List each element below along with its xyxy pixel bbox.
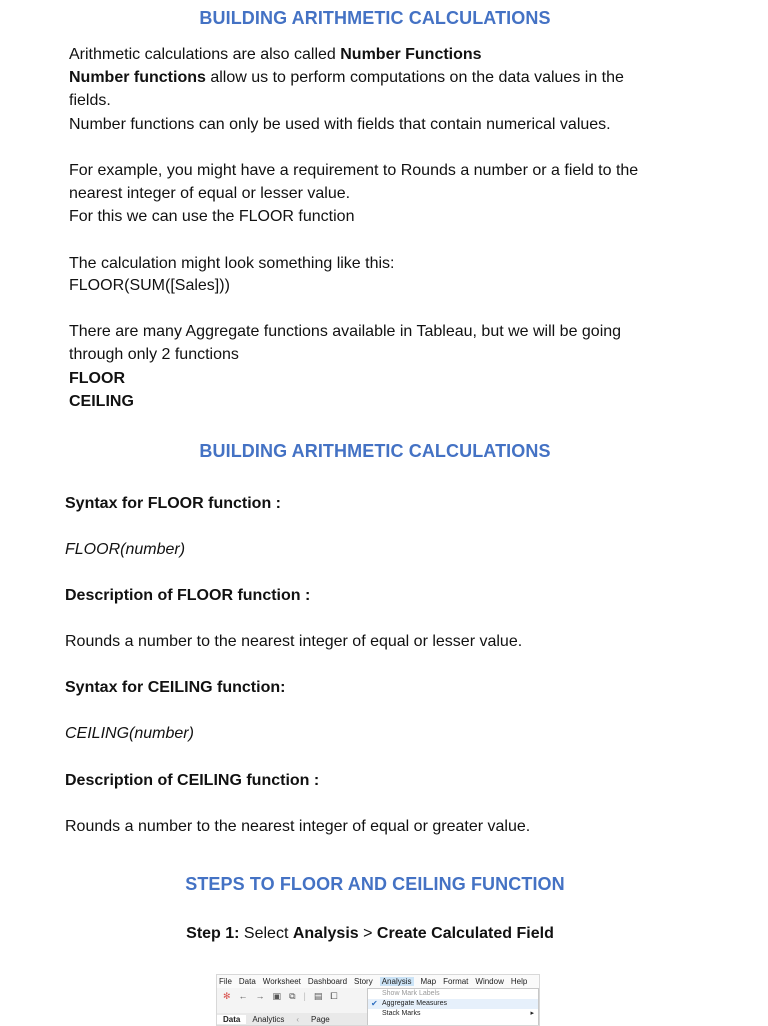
menu-item-show-mark-labels[interactable]: Show Mark Labels <box>382 990 440 997</box>
aggregate-line: There are many Aggregate functions available in Tableau, but we will be going <box>69 323 622 340</box>
new-datasource-icon[interactable]: ⧉ <box>289 990 296 1001</box>
intro-line: Arithmetic calculations are also called Number Functions <box>69 46 482 63</box>
menu-story[interactable]: Story <box>354 977 373 986</box>
new-sheet-icon[interactable]: ▤ <box>313 990 323 1001</box>
floor-description-label: Description of FLOOR function : <box>65 587 311 604</box>
floor-syntax: FLOOR(number) <box>65 541 186 558</box>
menu-data[interactable]: Data <box>238 977 256 986</box>
menu-item-aggregate-measures[interactable]: ✔ Aggregate Measures <box>368 999 538 1009</box>
tableau-logo-icon: ✻ <box>223 990 231 1001</box>
function-name-ceiling: CEILING <box>69 393 134 410</box>
example-line: nearest integer of equal or lesser value. <box>69 185 351 202</box>
ceiling-syntax-label: Syntax for CEILING function: <box>65 679 286 696</box>
intro-line: fields. <box>69 92 111 109</box>
menu-map[interactable]: Map <box>420 977 437 986</box>
tab-pages[interactable]: Page <box>311 1014 330 1024</box>
example-line: For this we can use the FLOOR function <box>69 208 355 225</box>
check-icon: ✔ <box>371 999 378 1008</box>
submenu-arrow-icon: ▸ <box>530 1010 534 1017</box>
function-name-floor: FLOOR <box>69 370 125 387</box>
side-panel-tabs <box>217 1013 377 1025</box>
intro-line: Number functions can only be used with fields that contain numerical values. <box>69 116 611 133</box>
section-heading: BUILDING ARITHMETIC CALCULATIONS <box>199 441 551 461</box>
menu-bar <box>217 975 539 988</box>
intro-line: Number functions allow us to perform computations on the data values in the <box>69 69 624 86</box>
tab-analytics[interactable]: Analytics <box>252 1014 285 1024</box>
menu-format[interactable]: Format <box>443 977 469 986</box>
tableau-screenshot <box>216 974 540 1026</box>
toolbar: ✻ ← → ▣ ⧉ | ▤ ⧠ <box>223 990 338 1001</box>
floor-syntax-label: Syntax for FLOOR function : <box>65 495 281 512</box>
step-1-instruction: Step 1: Select Analysis > Create Calculated Field <box>186 925 554 942</box>
duplicate-icon[interactable]: ⧠ <box>330 990 338 1001</box>
calc-formula: FLOOR(SUM([Sales])) <box>69 277 230 294</box>
section-heading: STEPS TO FLOOR AND CEILING FUNCTION <box>185 874 565 894</box>
back-arrow-icon[interactable]: ← <box>238 991 248 1001</box>
floor-description: Rounds a number to the nearest integer of equal or lesser value. <box>65 633 523 650</box>
save-icon[interactable]: ▣ <box>272 990 282 1001</box>
ceiling-syntax: CEILING(number) <box>65 725 194 742</box>
forward-arrow-icon[interactable]: → <box>255 991 265 1001</box>
menu-file[interactable]: File <box>219 977 232 986</box>
analysis-dropdown-menu <box>367 988 539 1026</box>
menu-worksheet[interactable]: Worksheet <box>262 977 301 986</box>
menu-analysis[interactable]: Analysis <box>381 977 412 986</box>
menu-item-stack-marks[interactable]: Stack Marks ▸ <box>382 1010 534 1017</box>
menu-window[interactable]: Window <box>475 977 504 986</box>
aggregate-line: through only 2 functions <box>69 346 239 363</box>
tab-data[interactable]: Data <box>217 1015 246 1024</box>
section-heading: BUILDING ARITHMETIC CALCULATIONS <box>199 8 551 28</box>
menu-help[interactable]: Help <box>510 977 528 986</box>
ceiling-description: Rounds a number to the nearest integer of equal or greater value. <box>65 818 531 835</box>
menu-dashboard[interactable]: Dashboard <box>307 977 348 986</box>
collapse-icon[interactable]: ‹ <box>296 1014 300 1024</box>
example-line: For example, you might have a requirement to Rounds a number or a field to the <box>69 162 639 179</box>
ceiling-description-label: Description of CEILING function : <box>65 772 320 789</box>
calc-line: The calculation might look something like this: <box>69 255 395 272</box>
